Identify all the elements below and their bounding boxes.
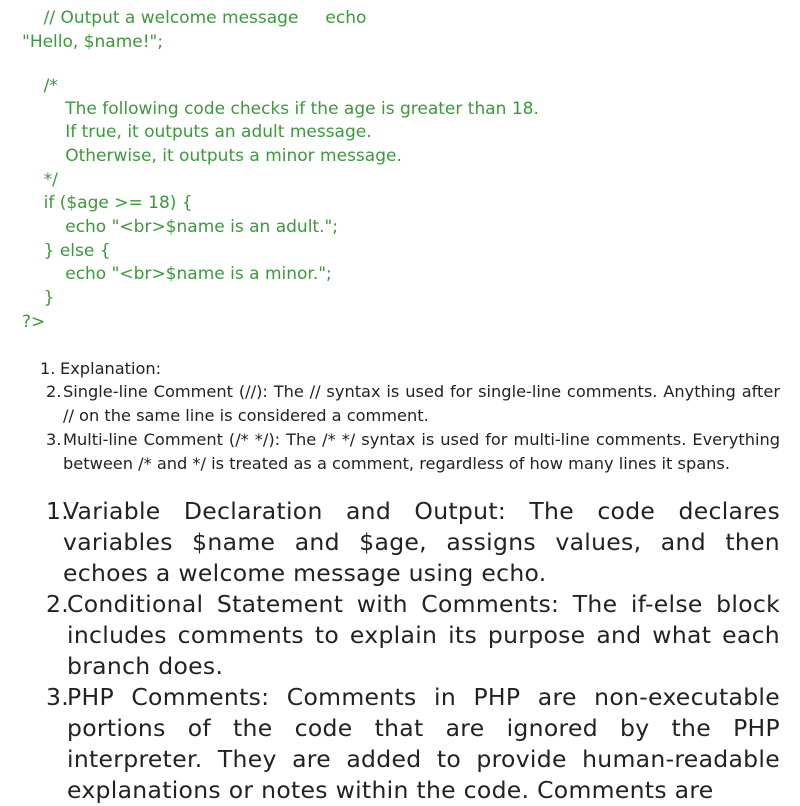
- code-line: echo "<br>$name is a minor.";: [22, 264, 332, 284]
- code-line: }: [22, 288, 55, 308]
- list-text: Variable Declaration and Output: The code declares variables $name and $age, assigns values, and then echoes a welcome message using echo.: [63, 497, 780, 587]
- code-line: ?>: [22, 312, 46, 332]
- list-number: 1.: [40, 359, 56, 378]
- code-line: The following code checks if the age is greater than 18.: [22, 99, 539, 119]
- list-number: 3.: [46, 683, 70, 711]
- code-line: */: [22, 170, 58, 190]
- list-item: [46, 428, 780, 475]
- list-number: 3.: [46, 430, 62, 449]
- list-text: Conditional Statement with Comments: The if-else block includes comments to explain its purpose and what each branch does.: [67, 590, 780, 680]
- code-line: "Hello, $name!";: [22, 32, 164, 52]
- code-line: Otherwise, it outputs a minor message.: [22, 146, 402, 166]
- code-line: // Output a welcome message echo: [22, 8, 367, 28]
- list-number: 2.: [46, 590, 70, 618]
- code-line: if ($age >= 18) {: [22, 193, 193, 213]
- list-text: Single-line Comment (//): The // syntax is used for single-line comments. Anything after // on the same line is considered a comment.: [63, 382, 780, 425]
- list-item: [40, 357, 780, 381]
- list-text: PHP Comments: Comments in PHP are non-executable portions of the code that are ignored by the PHP interpreter. They are added to provide human-readable explanations or notes within the code. Comments are: [67, 683, 780, 804]
- list-item: [46, 589, 780, 682]
- list-item: [46, 380, 780, 427]
- code-line: /*: [22, 76, 58, 96]
- list-item: [46, 682, 780, 806]
- list-item: [46, 496, 780, 589]
- code-line: echo "<br>$name is an adult.";: [22, 217, 339, 237]
- list-text: Multi-line Comment (/* */): The /* */ syntax is used for multi-line comments. Everything between /* and */ is treated as a comment, regardless of how many lines it spans.: [63, 430, 780, 473]
- code-line: } else {: [22, 241, 111, 261]
- list-text: Explanation:: [60, 359, 162, 378]
- list-number: 2.: [46, 382, 62, 401]
- list-number: 1.: [46, 497, 70, 525]
- code-line: If true, it outputs an adult message.: [22, 122, 372, 142]
